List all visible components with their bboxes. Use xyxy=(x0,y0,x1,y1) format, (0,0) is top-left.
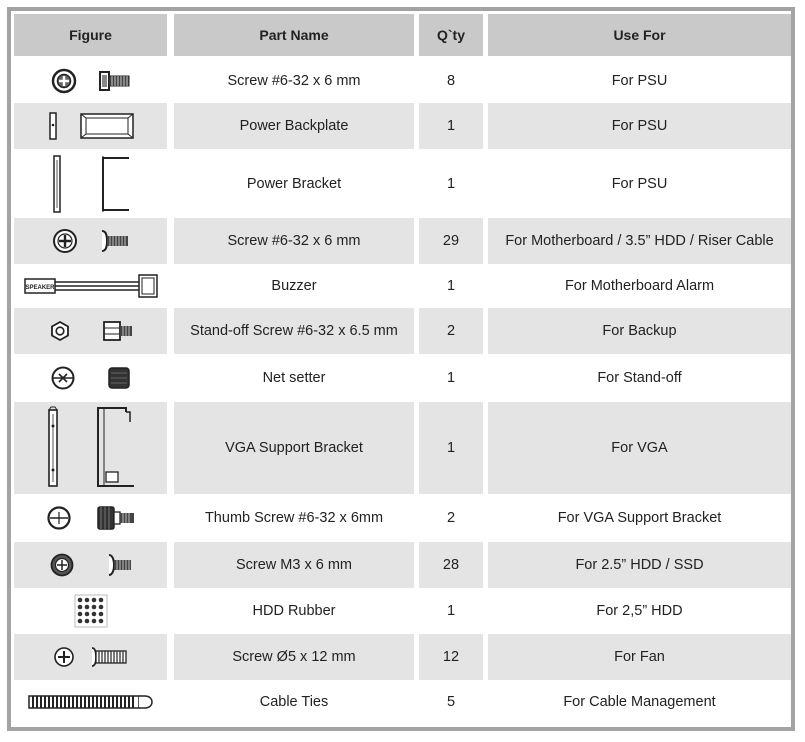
part-name-cell: Buzzer xyxy=(271,278,317,294)
fan-screw-side-icon xyxy=(89,646,129,668)
figure-cell xyxy=(14,59,167,102)
screw-side-icon xyxy=(98,69,132,93)
qty-cell: 1 xyxy=(419,103,483,149)
table-row xyxy=(14,495,791,541)
figure-cell xyxy=(14,218,167,264)
use-for-cell: For PSU xyxy=(611,175,668,192)
qty-cell: 1 xyxy=(446,603,456,619)
qty-cell: 1 xyxy=(419,402,483,494)
table-row xyxy=(14,542,791,588)
screw-head-icon xyxy=(51,227,79,255)
net-setter-top-icon xyxy=(50,365,76,391)
backplate-side-icon xyxy=(47,111,59,141)
screw-side-icon xyxy=(99,229,131,253)
qty-cell: 8 xyxy=(446,72,456,89)
qty-cell: 2 xyxy=(419,308,483,354)
qty-cell: 12 xyxy=(419,634,483,680)
figure-cell xyxy=(14,681,167,723)
part-name-cell: Screw M3 x 6 mm xyxy=(174,542,414,588)
use-for-cell: For 2.5” HDD / SSD xyxy=(488,542,791,588)
table-row xyxy=(14,589,791,633)
figure-cell xyxy=(14,402,167,494)
part-name-cell: Net setter xyxy=(262,370,326,386)
table-row xyxy=(14,402,791,494)
header-part-name: Part Name xyxy=(174,14,414,56)
figure-cell xyxy=(14,589,167,633)
backplate-front-icon xyxy=(79,111,135,141)
use-for-cell: For Cable Management xyxy=(563,694,716,710)
part-name-cell: Screw Ø5 x 12 mm xyxy=(174,634,414,680)
cable-tie-icon xyxy=(28,693,154,711)
part-name-cell: Thumb Screw #6-32 x 6mm xyxy=(204,510,384,526)
use-for-cell: For PSU xyxy=(611,72,668,89)
part-name-cell: Power Bracket xyxy=(246,175,342,192)
standoff-side-icon xyxy=(102,320,134,342)
use-for-cell: For Fan xyxy=(488,634,791,680)
figure-cell xyxy=(14,495,167,541)
bracket-side-icon xyxy=(51,154,63,214)
figure-cell xyxy=(14,265,167,307)
use-for-cell: For PSU xyxy=(488,103,791,149)
table-row xyxy=(14,681,791,723)
figure-cell xyxy=(14,355,167,401)
part-name-cell: Stand-off Screw #6-32 x 6.5 mm xyxy=(174,308,414,354)
hex-standoff-top-icon xyxy=(48,319,72,343)
part-name-cell: Screw #6-32 x 6 mm xyxy=(227,72,361,89)
table-row xyxy=(14,308,791,354)
table-row xyxy=(14,103,791,149)
screw-head-icon xyxy=(50,67,78,95)
use-for-cell: For VGA Support Bracket xyxy=(557,510,722,526)
part-name-cell: Power Backplate xyxy=(174,103,414,149)
m3-screw-side-icon xyxy=(105,553,133,577)
bracket-front-icon xyxy=(97,154,131,214)
m3-screw-head-icon xyxy=(49,552,75,578)
qty-cell: 2 xyxy=(446,510,456,526)
use-for-cell: For Motherboard Alarm xyxy=(564,278,715,294)
use-for-cell: For Stand-off xyxy=(597,370,682,386)
use-for-cell: For Backup xyxy=(488,308,791,354)
qty-cell: 1 xyxy=(446,175,456,192)
table-row xyxy=(14,355,791,401)
use-for-cell: For Motherboard / 3.5” HDD / Riser Cable xyxy=(488,218,791,264)
figure-cell xyxy=(14,308,167,354)
part-name-cell: HDD Rubber xyxy=(252,603,336,619)
table-row xyxy=(14,218,791,264)
table-row xyxy=(14,59,791,102)
qty-cell: 1 xyxy=(446,370,456,386)
use-for-cell: For 2,5” HDD xyxy=(596,603,683,619)
figure-cell xyxy=(14,542,167,588)
thumb-screw-side-icon xyxy=(96,505,136,531)
vga-bracket-front-icon xyxy=(92,406,138,490)
figure-cell xyxy=(14,150,167,217)
qty-cell: 1 xyxy=(446,278,456,294)
part-name-cell: Cable Ties xyxy=(259,694,329,710)
header-use-for: Use For xyxy=(488,14,791,56)
use-for-cell: For VGA xyxy=(488,402,791,494)
net-setter-side-icon xyxy=(106,365,132,391)
part-name-cell: VGA Support Bracket xyxy=(174,402,414,494)
thumb-screw-top-icon xyxy=(46,505,72,531)
figure-cell xyxy=(14,103,167,149)
qty-cell: 5 xyxy=(446,694,456,710)
buzzer-icon xyxy=(24,273,158,299)
rubber-grid-icon xyxy=(74,594,108,628)
table-row xyxy=(14,150,791,217)
qty-cell: 28 xyxy=(419,542,483,588)
header-qty: Q`ty xyxy=(419,14,483,56)
table-row xyxy=(14,634,791,680)
figure-cell xyxy=(14,634,167,680)
header-figure: Figure xyxy=(14,14,167,56)
part-name-cell: Screw #6-32 x 6 mm xyxy=(174,218,414,264)
qty-cell: 29 xyxy=(419,218,483,264)
buzzer-label: SPEAKER xyxy=(24,285,55,291)
table-row xyxy=(14,265,791,307)
fan-screw-head-icon xyxy=(53,646,75,668)
vga-bracket-side-icon xyxy=(44,406,62,490)
